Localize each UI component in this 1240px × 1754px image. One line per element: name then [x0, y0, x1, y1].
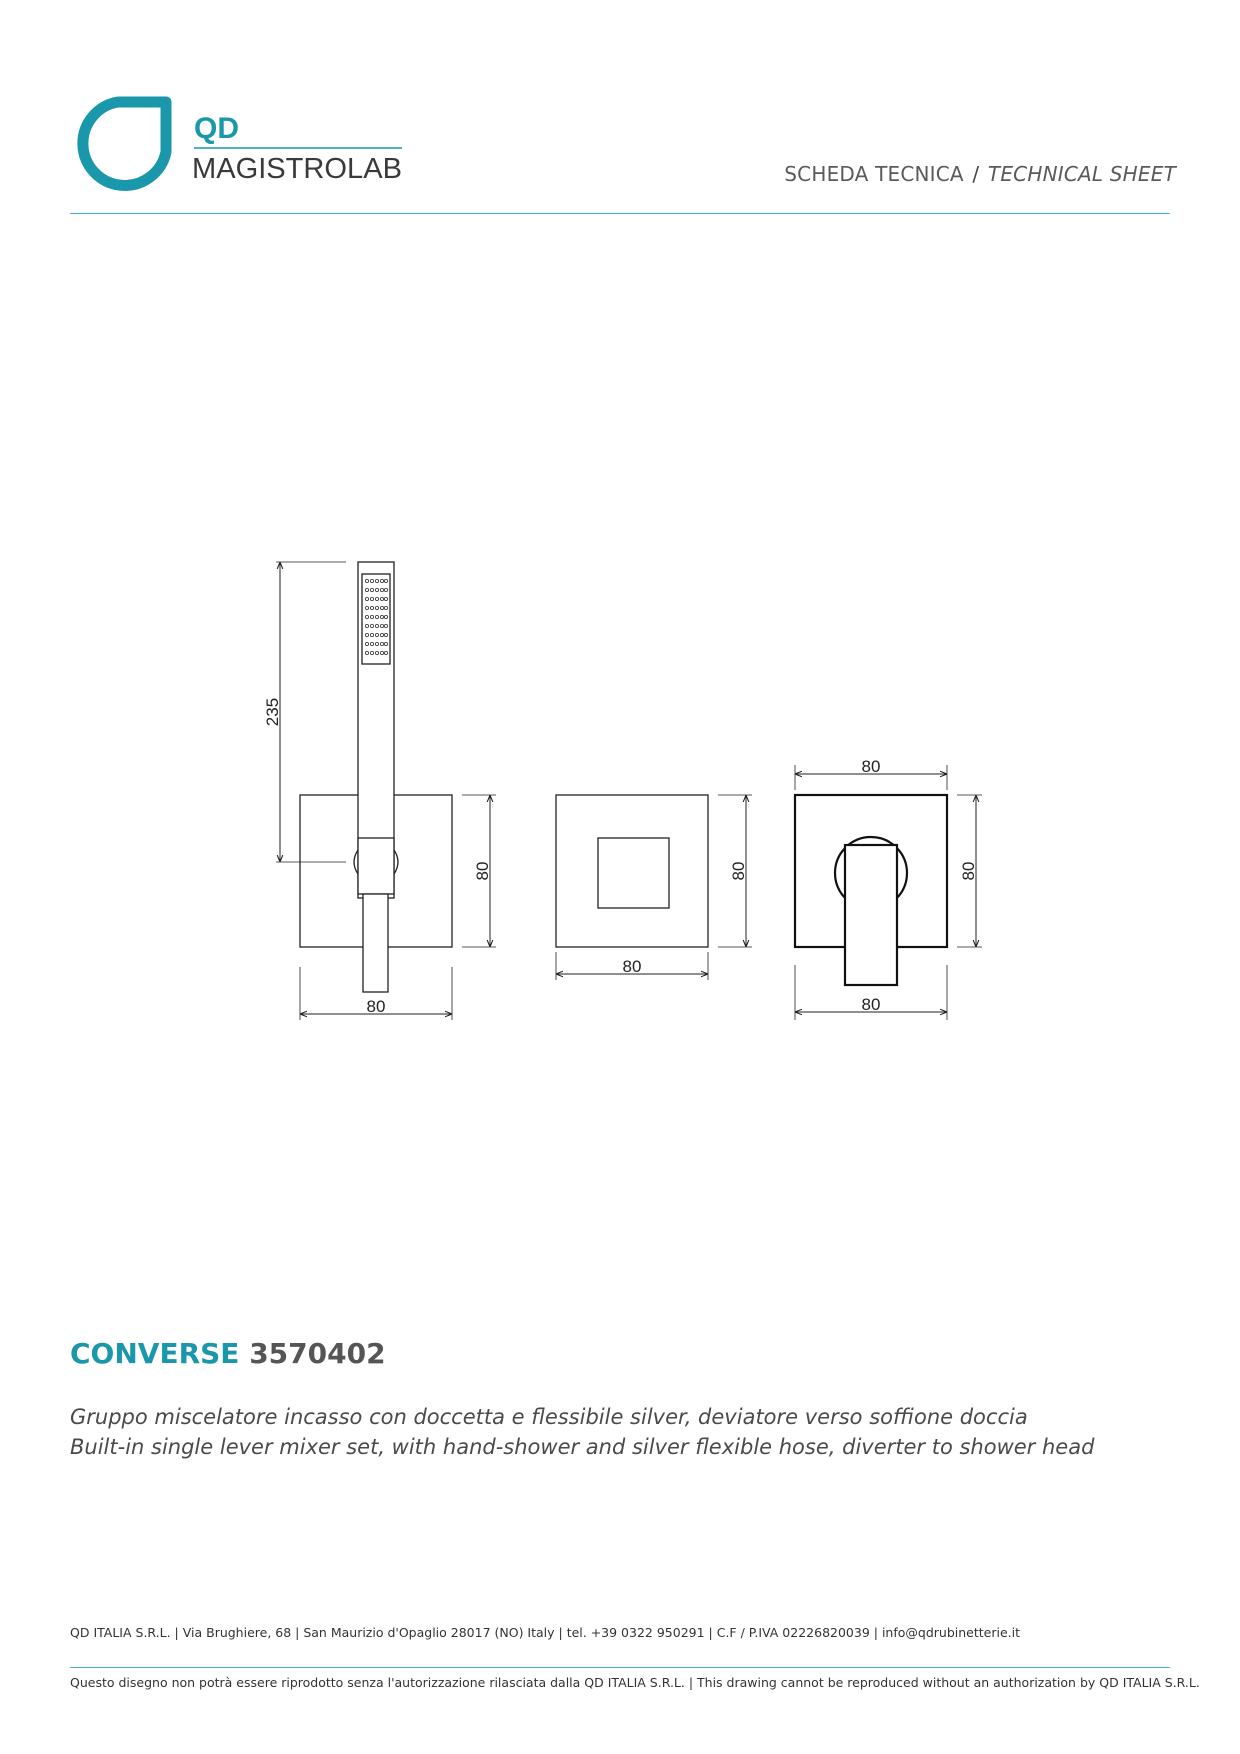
- shower-holder: [358, 838, 394, 894]
- sheet-title-separator: /: [972, 162, 980, 186]
- dim-plate2-height-label: 80: [729, 861, 748, 881]
- dim-plate3-width-label: 80: [861, 995, 881, 1014]
- dim-plate3-height-label: 80: [959, 861, 978, 881]
- product-name: CONVERSE: [70, 1337, 240, 1370]
- description-it: Gruppo miscelatore incasso con doccetta e flessibile silver, deviatore verso soffione doccia: [70, 1405, 1028, 1429]
- diverter-square: [598, 838, 669, 908]
- logo-magistrolab-text: MAGISTROLAB: [192, 153, 402, 185]
- view-diverter-plate: [556, 795, 752, 980]
- view-mixer: [795, 795, 947, 985]
- mixer-lever: [845, 845, 897, 985]
- dim-plate1-width-label: 80: [366, 997, 386, 1016]
- sheet-title-en: TECHNICAL SHEET: [987, 162, 1176, 186]
- dim-plate2-width-label: 80: [622, 957, 642, 976]
- logo-qd-text: QD: [194, 112, 239, 145]
- view-hand-shower: [276, 562, 496, 1020]
- sheet-title-it: SCHEDA TECNICA: [784, 162, 964, 186]
- product-title: [70, 1337, 386, 1370]
- description-en: Built-in single lever mixer set, with hand-shower and silver flexible hose, diverter to shower head: [70, 1435, 1095, 1459]
- footer-address: QD ITALIA S.R.L. | Via Brughiere, 68 | San Maurizio d'Opaglio 28017 (NO) Italy | tel. +39 0322 950291 | C.F / P.IVA 02226820039 | info@qdrubinetterie.it: [70, 1625, 1020, 1640]
- dim-plate3-top-width-label: 80: [861, 757, 881, 776]
- dim-235-label: 235: [263, 697, 282, 727]
- dim-plate1-height-label: 80: [473, 861, 492, 881]
- plate-front-2: [556, 795, 708, 947]
- product-code: 3570402: [249, 1337, 386, 1370]
- product-description: [70, 1402, 1094, 1462]
- footer-legal: Questo disegno non potrà essere riprodotto senza l'autorizzazione rilasciata dalla QD ITALIA S.R.L. | This drawing cannot be reproduced without an authorization by QD ITALIA S.R.L.: [70, 1675, 1200, 1690]
- footer-rule: [70, 1667, 1170, 1668]
- hose-outlet: [363, 894, 388, 992]
